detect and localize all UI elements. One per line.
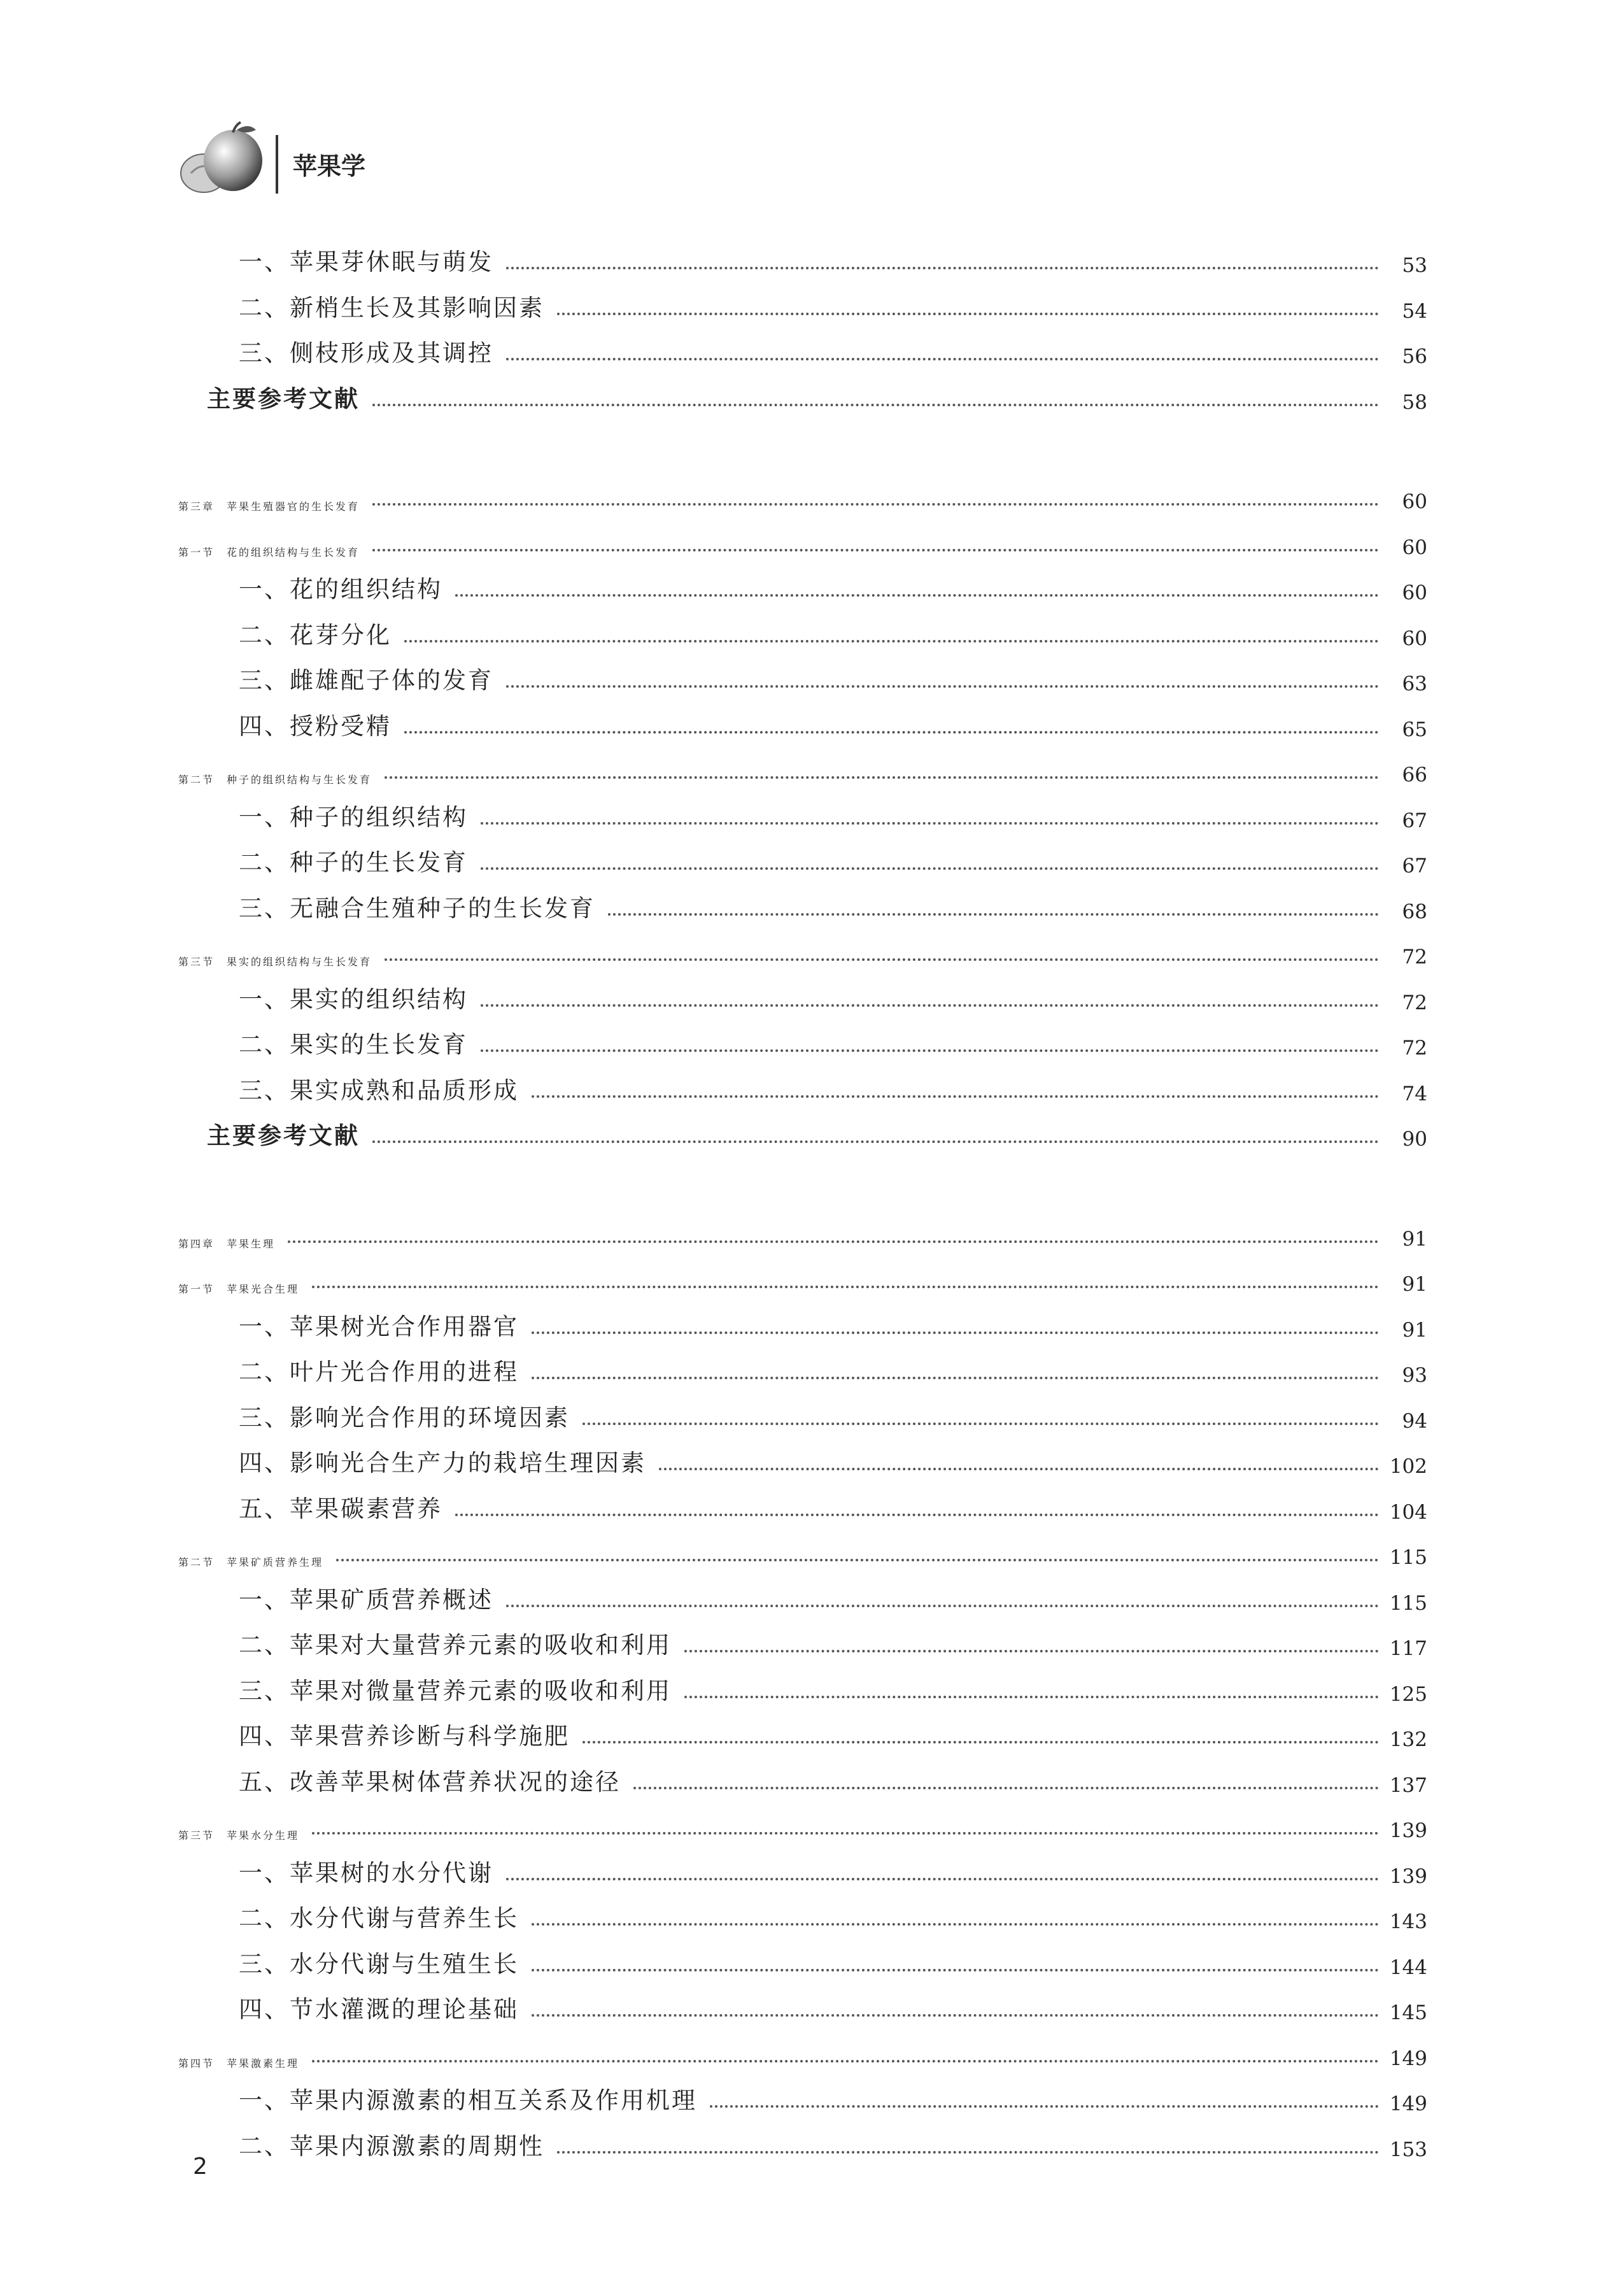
toc-entry-page: 149 bbox=[1389, 2092, 1427, 2115]
toc-entry-page: 72 bbox=[1402, 991, 1427, 1014]
toc-entry-page: 91 bbox=[1402, 1318, 1427, 1342]
book-title: 苹果学 bbox=[293, 152, 366, 180]
page-number: 2 bbox=[193, 2154, 208, 2180]
dot-leader bbox=[455, 1514, 1379, 1516]
toc-entry-item[interactable] bbox=[178, 606, 1427, 650]
toc-entry-title: 二、花芽分化 bbox=[239, 621, 392, 649]
toc-entry-page: 115 bbox=[1389, 1546, 1427, 1569]
toc-entry-page: 145 bbox=[1389, 2001, 1427, 2024]
dot-leader bbox=[633, 1787, 1379, 1789]
toc-entry-page: 137 bbox=[1389, 1773, 1427, 1797]
toc-entry-title: 三、影响光合作用的环境因素 bbox=[239, 1403, 570, 1431]
toc-entry-title: 二、新梢生长及其影响因素 bbox=[239, 294, 544, 322]
toc-entry-page: 60 bbox=[1402, 536, 1427, 559]
toc-entry-item[interactable] bbox=[178, 1752, 1427, 1797]
toc-entry-item[interactable] bbox=[178, 1570, 1427, 1615]
dot-leader bbox=[506, 1605, 1379, 1607]
toc-entry-title: 三、雌雄配子体的发育 bbox=[239, 667, 493, 694]
toc-entry-item[interactable] bbox=[178, 1707, 1427, 1751]
toc-entry-title: 第四章 苹果生理 bbox=[178, 1237, 276, 1250]
toc-entry-page: 60 bbox=[1402, 490, 1427, 513]
toc-entry-item[interactable] bbox=[178, 1061, 1427, 1105]
toc-entry-page: 91 bbox=[1402, 1227, 1427, 1251]
toc-entry-title: 三、果实成熟和品质形成 bbox=[239, 1076, 519, 1104]
toc-entry-item[interactable] bbox=[178, 1889, 1427, 1933]
toc-entry-page: 60 bbox=[1402, 581, 1427, 604]
toc-entry-chapter[interactable] bbox=[178, 469, 1427, 513]
toc-entry-ref[interactable] bbox=[178, 369, 1427, 414]
toc-entry-title: 主要参考文献 bbox=[207, 384, 360, 413]
toc-entry-title: 第四节 苹果激素生理 bbox=[178, 2057, 300, 2069]
dot-leader bbox=[481, 822, 1379, 825]
toc-entry-page: 58 bbox=[1402, 390, 1427, 414]
toc-entry-title: 三、水分代谢与生殖生长 bbox=[239, 1950, 519, 1978]
toc-entry-page: 139 bbox=[1389, 1864, 1427, 1888]
toc-entry-page: 72 bbox=[1402, 946, 1427, 969]
toc-entry-title: 主要参考文献 bbox=[207, 1121, 360, 1149]
toc-entry-section[interactable] bbox=[178, 924, 1427, 969]
toc-entry-page: 72 bbox=[1402, 1037, 1427, 1060]
dot-leader bbox=[532, 2014, 1379, 2017]
toc-entry-page: 91 bbox=[1402, 1273, 1427, 1296]
toc-entry-title: 一、果实的组织结构 bbox=[239, 985, 468, 1013]
toc-entry-page: 115 bbox=[1389, 1591, 1427, 1615]
dot-leader bbox=[583, 1423, 1379, 1425]
dot-leader bbox=[684, 1696, 1379, 1698]
toc-entry-item[interactable] bbox=[178, 323, 1427, 368]
toc-entry-page: 153 bbox=[1389, 2138, 1427, 2161]
toc-entry-page: 74 bbox=[1402, 1082, 1427, 1105]
header-divider bbox=[276, 135, 278, 194]
toc-entry-item[interactable] bbox=[178, 1015, 1427, 1060]
toc-entry-page: 68 bbox=[1402, 900, 1427, 923]
dot-leader bbox=[312, 1286, 1379, 1288]
dot-leader bbox=[404, 731, 1379, 734]
toc-entry-item[interactable] bbox=[178, 1479, 1427, 1524]
toc-entry-page: 143 bbox=[1389, 1910, 1427, 1933]
toc-entry-title: 四、影响光合生产力的栽培生理因素 bbox=[239, 1449, 646, 1477]
dot-leader bbox=[506, 685, 1379, 688]
toc-entry-title: 三、苹果对微量营养元素的吸收和利用 bbox=[239, 1677, 672, 1705]
dot-leader bbox=[385, 958, 1379, 961]
toc-entry-item[interactable] bbox=[178, 1615, 1427, 1660]
toc-entry-page: 65 bbox=[1402, 718, 1427, 741]
toc-entry-page: 66 bbox=[1402, 763, 1427, 786]
toc-entry-title: 四、苹果营养诊断与科学施肥 bbox=[239, 1722, 570, 1750]
toc-entry-title: 三、侧枝形成及其调控 bbox=[239, 339, 493, 367]
toc-entry-page: 139 bbox=[1389, 1819, 1427, 1842]
toc-entry-title: 二、苹果内源激素的周期性 bbox=[239, 2132, 544, 2160]
toc-entry-item[interactable] bbox=[178, 1388, 1427, 1433]
toc-entry-item[interactable] bbox=[178, 970, 1427, 1014]
dot-leader bbox=[404, 640, 1379, 642]
dot-leader bbox=[710, 2105, 1379, 2108]
toc-entry-page: 56 bbox=[1402, 345, 1427, 368]
toc-entry-section[interactable] bbox=[178, 1251, 1427, 1296]
toc-entry-title: 第三节 苹果水分生理 bbox=[178, 1829, 300, 1842]
toc-entry-item[interactable] bbox=[178, 2117, 1427, 2161]
dot-leader bbox=[532, 1969, 1379, 1971]
toc-entry-section[interactable] bbox=[178, 1798, 1427, 1842]
toc-entry-title: 一、苹果芽休眠与萌发 bbox=[239, 248, 493, 276]
toc-entry-title: 一、种子的组织结构 bbox=[239, 803, 468, 831]
toc-entry-page: 60 bbox=[1402, 627, 1427, 650]
toc-entry-page: 149 bbox=[1389, 2047, 1427, 2070]
dot-leader bbox=[481, 1004, 1379, 1007]
dot-leader bbox=[506, 358, 1379, 360]
dot-leader bbox=[583, 1741, 1379, 1743]
toc-entry-title: 第三章 苹果生殖器官的生长发育 bbox=[178, 501, 360, 513]
toc-entry-page: 63 bbox=[1402, 672, 1427, 695]
toc-entry-chapter[interactable] bbox=[178, 1206, 1427, 1251]
toc-entry-title: 一、苹果矿质营养概述 bbox=[239, 1586, 493, 1614]
dot-leader bbox=[557, 2151, 1379, 2154]
toc-entry-item[interactable] bbox=[178, 2071, 1427, 2115]
dot-leader bbox=[608, 913, 1379, 916]
dot-leader bbox=[532, 1331, 1379, 1334]
toc-entry-item[interactable] bbox=[178, 278, 1427, 323]
dot-leader bbox=[455, 594, 1379, 597]
toc-entry-item[interactable] bbox=[178, 1935, 1427, 1979]
dot-leader bbox=[288, 1240, 1379, 1243]
dot-leader bbox=[312, 1832, 1379, 1835]
toc-entry-item[interactable] bbox=[178, 697, 1427, 741]
dot-leader bbox=[372, 549, 1379, 551]
toc-entry-item[interactable] bbox=[178, 833, 1427, 877]
toc-entry-page: 117 bbox=[1389, 1637, 1427, 1660]
toc-entry-section[interactable] bbox=[178, 742, 1427, 786]
dot-leader bbox=[312, 2060, 1379, 2062]
toc-entry-item[interactable] bbox=[178, 232, 1427, 277]
dot-leader bbox=[506, 1878, 1379, 1880]
dot-leader bbox=[372, 404, 1379, 406]
toc-entry-page: 67 bbox=[1402, 855, 1427, 877]
toc-entry-item[interactable] bbox=[178, 1843, 1427, 1888]
dot-leader bbox=[557, 313, 1379, 315]
toc-entry-item[interactable] bbox=[178, 1980, 1427, 2024]
toc-entry-title: 第二节 苹果矿质营养生理 bbox=[178, 1556, 324, 1568]
dot-leader bbox=[532, 1095, 1379, 1098]
toc-entry-item[interactable] bbox=[178, 788, 1427, 832]
toc-entry-title: 一、苹果树光合作用器官 bbox=[239, 1312, 519, 1340]
toc-entry-title: 第一节 苹果光合生理 bbox=[178, 1283, 300, 1295]
toc-entry-title: 四、授粉受精 bbox=[239, 712, 392, 740]
dot-leader bbox=[481, 867, 1379, 870]
toc-entry-page: 125 bbox=[1389, 1682, 1427, 1706]
toc-entry-page: 90 bbox=[1402, 1128, 1427, 1151]
toc-entry-title: 一、苹果内源激素的相互关系及作用机理 bbox=[239, 2087, 697, 2114]
running-header bbox=[172, 121, 618, 204]
toc-entry-section[interactable] bbox=[178, 1524, 1427, 1569]
toc-entry-page: 67 bbox=[1402, 809, 1427, 832]
dot-leader bbox=[532, 1923, 1379, 1926]
toc-entry-title: 二、水分代谢与营养生长 bbox=[239, 1905, 519, 1932]
dot-leader bbox=[372, 1140, 1379, 1143]
toc-entry-title: 三、无融合生殖种子的生长发育 bbox=[239, 894, 595, 922]
toc-entry-title: 第一节 花的组织结构与生长发育 bbox=[178, 546, 360, 558]
toc-entry-item[interactable] bbox=[178, 1433, 1427, 1478]
toc-entry-title: 二、种子的生长发育 bbox=[239, 849, 468, 876]
toc-entry-title: 二、果实的生长发育 bbox=[239, 1031, 468, 1058]
toc-entry-item[interactable] bbox=[178, 879, 1427, 923]
toc-entry-page: 102 bbox=[1389, 1455, 1427, 1478]
dot-leader bbox=[372, 503, 1379, 506]
toc-entry-page: 94 bbox=[1402, 1409, 1427, 1433]
toc-entry-page: 53 bbox=[1402, 254, 1427, 277]
apple-logo-icon bbox=[178, 121, 267, 201]
toc-entry-title: 二、叶片光合作用的进程 bbox=[239, 1358, 519, 1386]
toc-entry-section[interactable] bbox=[178, 515, 1427, 559]
dot-leader bbox=[684, 1650, 1379, 1652]
dot-leader bbox=[532, 1377, 1379, 1379]
dot-leader bbox=[659, 1468, 1379, 1470]
toc-entry-page: 144 bbox=[1389, 1956, 1427, 1979]
dot-leader bbox=[336, 1559, 1379, 1561]
toc-entry-title: 一、苹果树的水分代谢 bbox=[239, 1859, 493, 1887]
toc-entry-ref[interactable] bbox=[178, 1106, 1427, 1151]
toc-entry-page: 132 bbox=[1389, 1728, 1427, 1751]
toc-entry-item[interactable] bbox=[178, 651, 1427, 695]
toc-entry-item[interactable] bbox=[178, 1661, 1427, 1706]
toc-entry-title: 二、苹果对大量营养元素的吸收和利用 bbox=[239, 1631, 672, 1659]
toc-entry-page: 104 bbox=[1389, 1500, 1427, 1524]
toc-entry-page: 93 bbox=[1402, 1364, 1427, 1387]
toc-entry-page: 54 bbox=[1402, 299, 1427, 323]
toc-entry-title: 第二节 种子的组织结构与生长发育 bbox=[178, 774, 372, 786]
toc-entry-title: 四、节水灌溉的理论基础 bbox=[239, 1996, 519, 2023]
toc-entry-title: 一、花的组织结构 bbox=[239, 576, 442, 603]
toc-entry-item[interactable] bbox=[178, 1297, 1427, 1342]
toc-entry-title: 五、苹果碳素营养 bbox=[239, 1494, 442, 1523]
toc-entry-item[interactable] bbox=[178, 560, 1427, 604]
dot-leader bbox=[385, 776, 1379, 779]
toc-entry-section[interactable] bbox=[178, 2026, 1427, 2070]
dot-leader bbox=[506, 267, 1379, 269]
toc-entry-title: 五、改善苹果树体营养状况的途径 bbox=[239, 1768, 621, 1796]
toc-entry-item[interactable] bbox=[178, 1342, 1427, 1387]
toc-entry-title: 第三节 果实的组织结构与生长发育 bbox=[178, 956, 372, 968]
dot-leader bbox=[481, 1049, 1379, 1052]
